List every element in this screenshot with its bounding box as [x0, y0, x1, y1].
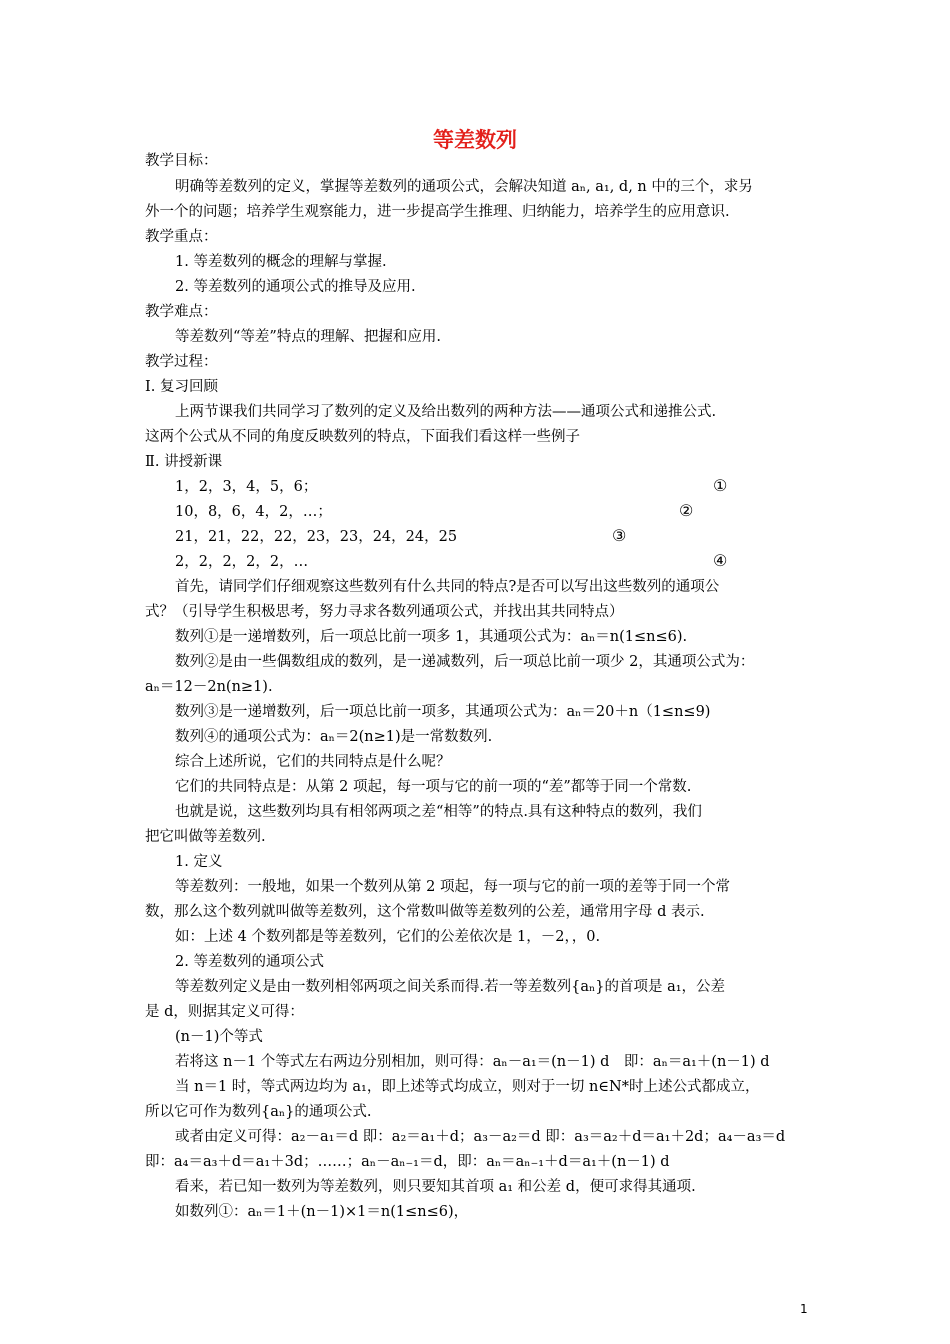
heading-difficulties: 教学难点： — [145, 304, 218, 320]
sequence-marker: ③ — [612, 526, 627, 545]
paragraph-line: 上两节课我们共同学习了数列的定义及给出数列的两种方法——通项公式和递推公式. — [175, 404, 717, 420]
document-title: 等差数列 — [433, 128, 517, 152]
paragraph-line: 综合上述所说，它们的共同特点是什么呢？ — [175, 754, 451, 770]
sequence-marker: ② — [679, 501, 694, 520]
sequence-marker: ④ — [713, 551, 728, 570]
heading-process: 教学过程： — [145, 354, 218, 370]
paragraph-line: 等差数列：一般地，如果一个数列从第 2 项起，每一项与它的前一项的差等于同一个常 — [175, 879, 730, 895]
paragraph-line: 这两个公式从不同的角度反映数列的特点，下面我们看这样一些例子 — [145, 429, 580, 445]
paragraph-line: 数列③是一递增数列，后一项总比前一项多，其通项公式为：aₙ＝20＋n（1≤n≤9) — [175, 704, 711, 720]
paragraph-line: 式？（引导学生积极思考，努力寻求各数列通项公式，并找出其共同特点） — [145, 604, 624, 620]
sequence-example: 10，8，6，4，2，…； — [175, 504, 332, 520]
paragraph-line: 1. 等差数列的概念的理解与掌握. — [175, 254, 387, 270]
sequence-example: 21，21，22，22，23，23，24，24，25 — [175, 529, 458, 545]
paragraph-line: 若将这 n－1 个等式左右两边分别相加，则可得：aₙ－a₁＝(n－1) d 即：aₙ＝a₁＋(n－1) d — [175, 1054, 770, 1070]
section-heading: Ⅰ. 复习回顾 — [145, 379, 218, 395]
paragraph-line: 数列④的通项公式为：aₙ＝2(n≥1)是一常数数列. — [175, 729, 493, 745]
sequence-example: 2，2，2，2，2，… — [175, 554, 309, 570]
paragraph-line: 或者由定义可得：a₂－a₁＝d 即：a₂＝a₁＋d；a₃－a₂＝d 即：a₃＝a₂＋d＝a₁＋2d；a₄－a₃＝d — [175, 1129, 786, 1145]
heading-key-points: 教学重点： — [145, 229, 218, 245]
paragraph-line: 是 d，则据其定义可得： — [145, 1004, 304, 1020]
section-heading: Ⅱ. 讲授新课 — [145, 454, 223, 470]
paragraph-line: 如数列①：aₙ＝1＋(n－1)×1＝n(1≤n≤6)， — [175, 1204, 469, 1220]
sequence-example: 1，2，3，4，5，6； — [175, 479, 318, 495]
paragraph-line: 外一个的问题；培养学生观察能力，进一步提高学生推理、归纳能力，培养学生的应用意识. — [145, 204, 730, 220]
paragraph-line: 把它叫做等差数列. — [145, 829, 266, 845]
paragraph-line: 明确等差数列的定义，掌握等差数列的通项公式，会解决知道 aₙ, a₁, d, n 中的三个，求另 — [175, 179, 753, 195]
paragraph-line: 如：上述 4 个数列都是等差数列，它们的公差依次是 1，－2，，0. — [175, 929, 601, 945]
paragraph-line: 数列①是一递增数列，后一项总比前一项多 1，其通项公式为：aₙ＝n(1≤n≤6). — [175, 629, 688, 645]
paragraph-line: 等差数列定义是由一数列相邻两项之间关系而得.若一等差数列{aₙ}的首项是 a₁，公差 — [175, 979, 726, 995]
paragraph-line: 即：a₄＝a₃＋d＝a₁＋3d；……；aₙ－aₙ₋₁＝d，即：aₙ＝aₙ₋₁＋d＝a₁＋(n－1) d — [145, 1154, 670, 1170]
paragraph-line: 数，那么这个数列就叫做等差数列，这个常数叫做等差数列的公差，通常用字母 d 表示. — [145, 904, 705, 920]
paragraph-line: 看来，若已知一数列为等差数列，则只要知其首项 a₁ 和公差 d，便可求得其通项. — [175, 1179, 696, 1195]
heading-objectives: 教学目标： — [145, 153, 218, 169]
paragraph-line: 所以它可作为数列{aₙ}的通项公式. — [145, 1104, 372, 1120]
paragraph-line: (n－1)个等式 — [175, 1029, 263, 1045]
subsection-heading: 2. 等差数列的通项公式 — [175, 954, 324, 970]
paragraph-line: 等差数列“等差”特点的理解、把握和应用. — [175, 329, 441, 345]
sequence-marker: ① — [713, 476, 728, 495]
paragraph-line: 首先，请同学们仔细观察这些数列有什么共同的特点?是否可以写出这些数列的通项公 — [175, 579, 720, 595]
page-number: 1 — [800, 1302, 808, 1316]
paragraph-line: aₙ＝12－2n(n≥1). — [145, 679, 273, 695]
paragraph-line: 数列②是由一些偶数组成的数列，是一递减数列，后一项总比前一项少 2，其通项公式为： — [175, 654, 755, 670]
paragraph-line: 也就是说，这些数列均具有相邻两项之差“相等”的特点.具有这种特点的数列，我们 — [175, 804, 702, 820]
paragraph-line: 2. 等差数列的通项公式的推导及应用. — [175, 279, 416, 295]
paragraph-line: 当 n＝1 时，等式两边均为 a₁，即上述等式均成立，则对于一切 n∈N*时上述公式都成立， — [175, 1079, 760, 1095]
paragraph-line: 它们的共同特点是：从第 2 项起，每一项与它的前一项的“差”都等于同一个常数. — [175, 779, 692, 795]
subsection-heading: 1. 定义 — [175, 854, 223, 870]
